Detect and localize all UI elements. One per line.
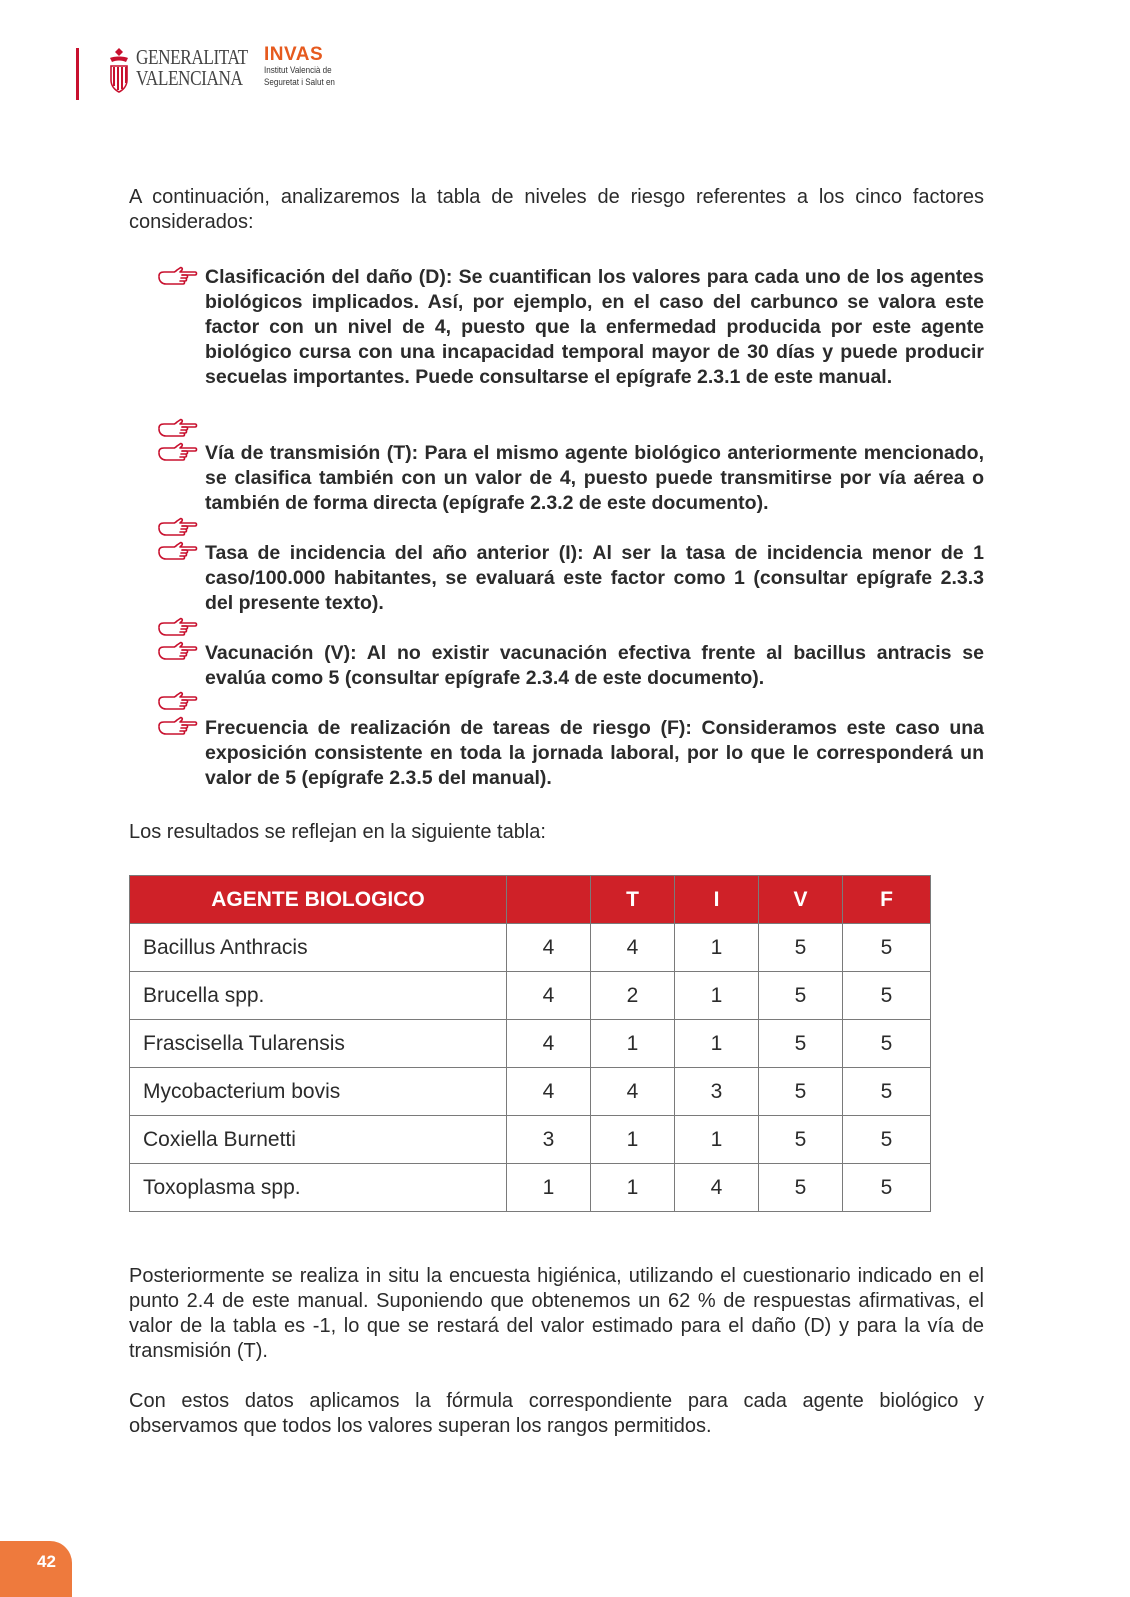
table-row: [130, 1068, 931, 1116]
cell-value: 5: [759, 1068, 843, 1116]
invas-logo: [264, 45, 336, 89]
cell-value: 1: [591, 1164, 675, 1212]
cell-value: 5: [843, 1116, 931, 1164]
survey-paragraph: Posteriormente se realiza in situ la encuesta higiénica, utilizando el cuestionario indicado en el punto 2.4 de este manual. Suponiendo que obtenemos un 62 % de respuestas afirmativas, el valor de la tabla es -1, lo que se restará del valor estimado para el daño (D) y para la vía de transmisión (T).: [129, 1265, 984, 1362]
cell-value: 4: [591, 1068, 675, 1116]
header-agent: AGENTE BIOLOGICO: [130, 876, 507, 924]
cell-value: 1: [675, 1020, 759, 1068]
bullet-damage: Clasificación del daño (D): Se cuantifican los valores para cada uno de los agentes biológicos implicados. Así, por ejemplo, en el caso del carbunco se valora este factor con un nivel de 4, puesto que la enfermedad producida por este agente biológico cursa con una incapacidad temporal mayor de 30 días y puede producir secuelas importantes. Puede consultarse el epígrafe 2.3.1 de este manual.: [205, 266, 984, 388]
header-f: F: [843, 876, 931, 924]
cell-value: 5: [759, 1020, 843, 1068]
cell-value: 5: [759, 924, 843, 972]
bullet-transmission: Vía de transmisión (T): Para el mismo agente biológico anteriormente mencionado, se clasifica también con un valor de 4, puesto puede transmitirse por vía aérea o también de forma directa (epígrafe 2.3.2 de este documento).: [205, 442, 984, 514]
cell-value: 4: [675, 1164, 759, 1212]
cell-value: 3: [507, 1116, 591, 1164]
page-number-tab: [0, 1541, 72, 1597]
cell-value: 5: [759, 1116, 843, 1164]
intro-paragraph: A continuación, analizaremos la tabla de niveles de riesgo referentes a los cinco factores considerados:: [129, 186, 984, 233]
cell-agent: Coxiella Burnetti: [130, 1116, 507, 1164]
header-v: V: [759, 876, 843, 924]
cell-agent: Bacillus Anthracis: [130, 924, 507, 972]
cell-agent: Mycobacterium bovis: [130, 1068, 507, 1116]
table-row: [130, 1020, 931, 1068]
generalitat-emblem-icon: [106, 46, 132, 96]
cell-value: 4: [507, 1020, 591, 1068]
cell-value: 4: [507, 1068, 591, 1116]
generalitat-logo-text: GENERALITAT VALENCIANA: [136, 45, 248, 90]
cell-value: 2: [591, 972, 675, 1020]
cell-value: 1: [591, 1116, 675, 1164]
table-row: [130, 924, 931, 972]
cell-agent: Toxoplasma spp.: [130, 1164, 507, 1212]
cell-value: 4: [507, 972, 591, 1020]
pointing-hand-icon: [158, 617, 198, 639]
cell-value: 1: [675, 1116, 759, 1164]
bullet-vaccination: Vacunación (V): Al no existir vacunación efectiva frente al bacillus antracis se evalúa como 5 (consultar epígrafe 2.3.4 de este documento).: [205, 642, 984, 689]
table-row: [130, 1164, 931, 1212]
cell-agent: Frascisella Tularensis: [130, 1020, 507, 1068]
header-i: I: [675, 876, 759, 924]
cell-value: 5: [843, 924, 931, 972]
header-t: T: [591, 876, 675, 924]
pointing-hand-icon: [158, 691, 198, 713]
bullet-incidence: Tasa de incidencia del año anterior (I): Al ser la tasa de incidencia menor de 1 caso/100.000 habitantes, se evaluará este factor como 1 (consultar epígrafe 2.3.3 del presente texto).: [205, 542, 984, 614]
pointing-hand-icon: [158, 541, 198, 563]
cell-value: 1: [675, 924, 759, 972]
header-accent-bar: [76, 48, 79, 100]
table-header-row: [130, 876, 931, 924]
cell-value: 5: [843, 1068, 931, 1116]
invas-subtitle-2: Seguretat i Salut en: [264, 77, 335, 88]
pointing-hand-icon: [158, 442, 198, 464]
cell-value: 5: [759, 1164, 843, 1212]
page-number: 42: [37, 1552, 56, 1571]
cell-value: 5: [843, 1164, 931, 1212]
invas-subtitle-1: Institut Valencià de: [264, 65, 332, 76]
invas-brand: INVAS: [264, 45, 324, 65]
table-row: [130, 972, 931, 1020]
table-row: [130, 1116, 931, 1164]
cell-value: 5: [843, 1020, 931, 1068]
cell-value: 5: [843, 972, 931, 1020]
risk-level-table: [129, 875, 931, 1212]
pointing-hand-icon: [158, 266, 198, 288]
pointing-hand-icon: [158, 517, 198, 539]
cell-value: 5: [759, 972, 843, 1020]
cell-value: 1: [507, 1164, 591, 1212]
results-intro: Los resultados se reflejan en la siguiente tabla:: [129, 821, 546, 843]
bullet-frequency: Frecuencia de realización de tareas de riesgo (F): Consideramos este caso una exposición consistente en toda la jornada laboral, por lo que le corresponderá un valor de 5 (epígrafe 2.3.5 del manual).: [205, 717, 984, 789]
formula-paragraph: Con estos datos aplicamos la fórmula correspondiente para cada agente biológico y observamos que todos los valores superan los rangos permitidos.: [129, 1390, 984, 1437]
cell-value: 1: [591, 1020, 675, 1068]
cell-value: 4: [591, 924, 675, 972]
cell-value: 3: [675, 1068, 759, 1116]
cell-value: 1: [675, 972, 759, 1020]
cell-value: 4: [507, 924, 591, 972]
header-d: [507, 876, 591, 924]
pointing-hand-icon: [158, 418, 198, 440]
cell-agent: Brucella spp.: [130, 972, 507, 1020]
pointing-hand-icon: [158, 641, 198, 663]
pointing-hand-icon: [158, 716, 198, 738]
